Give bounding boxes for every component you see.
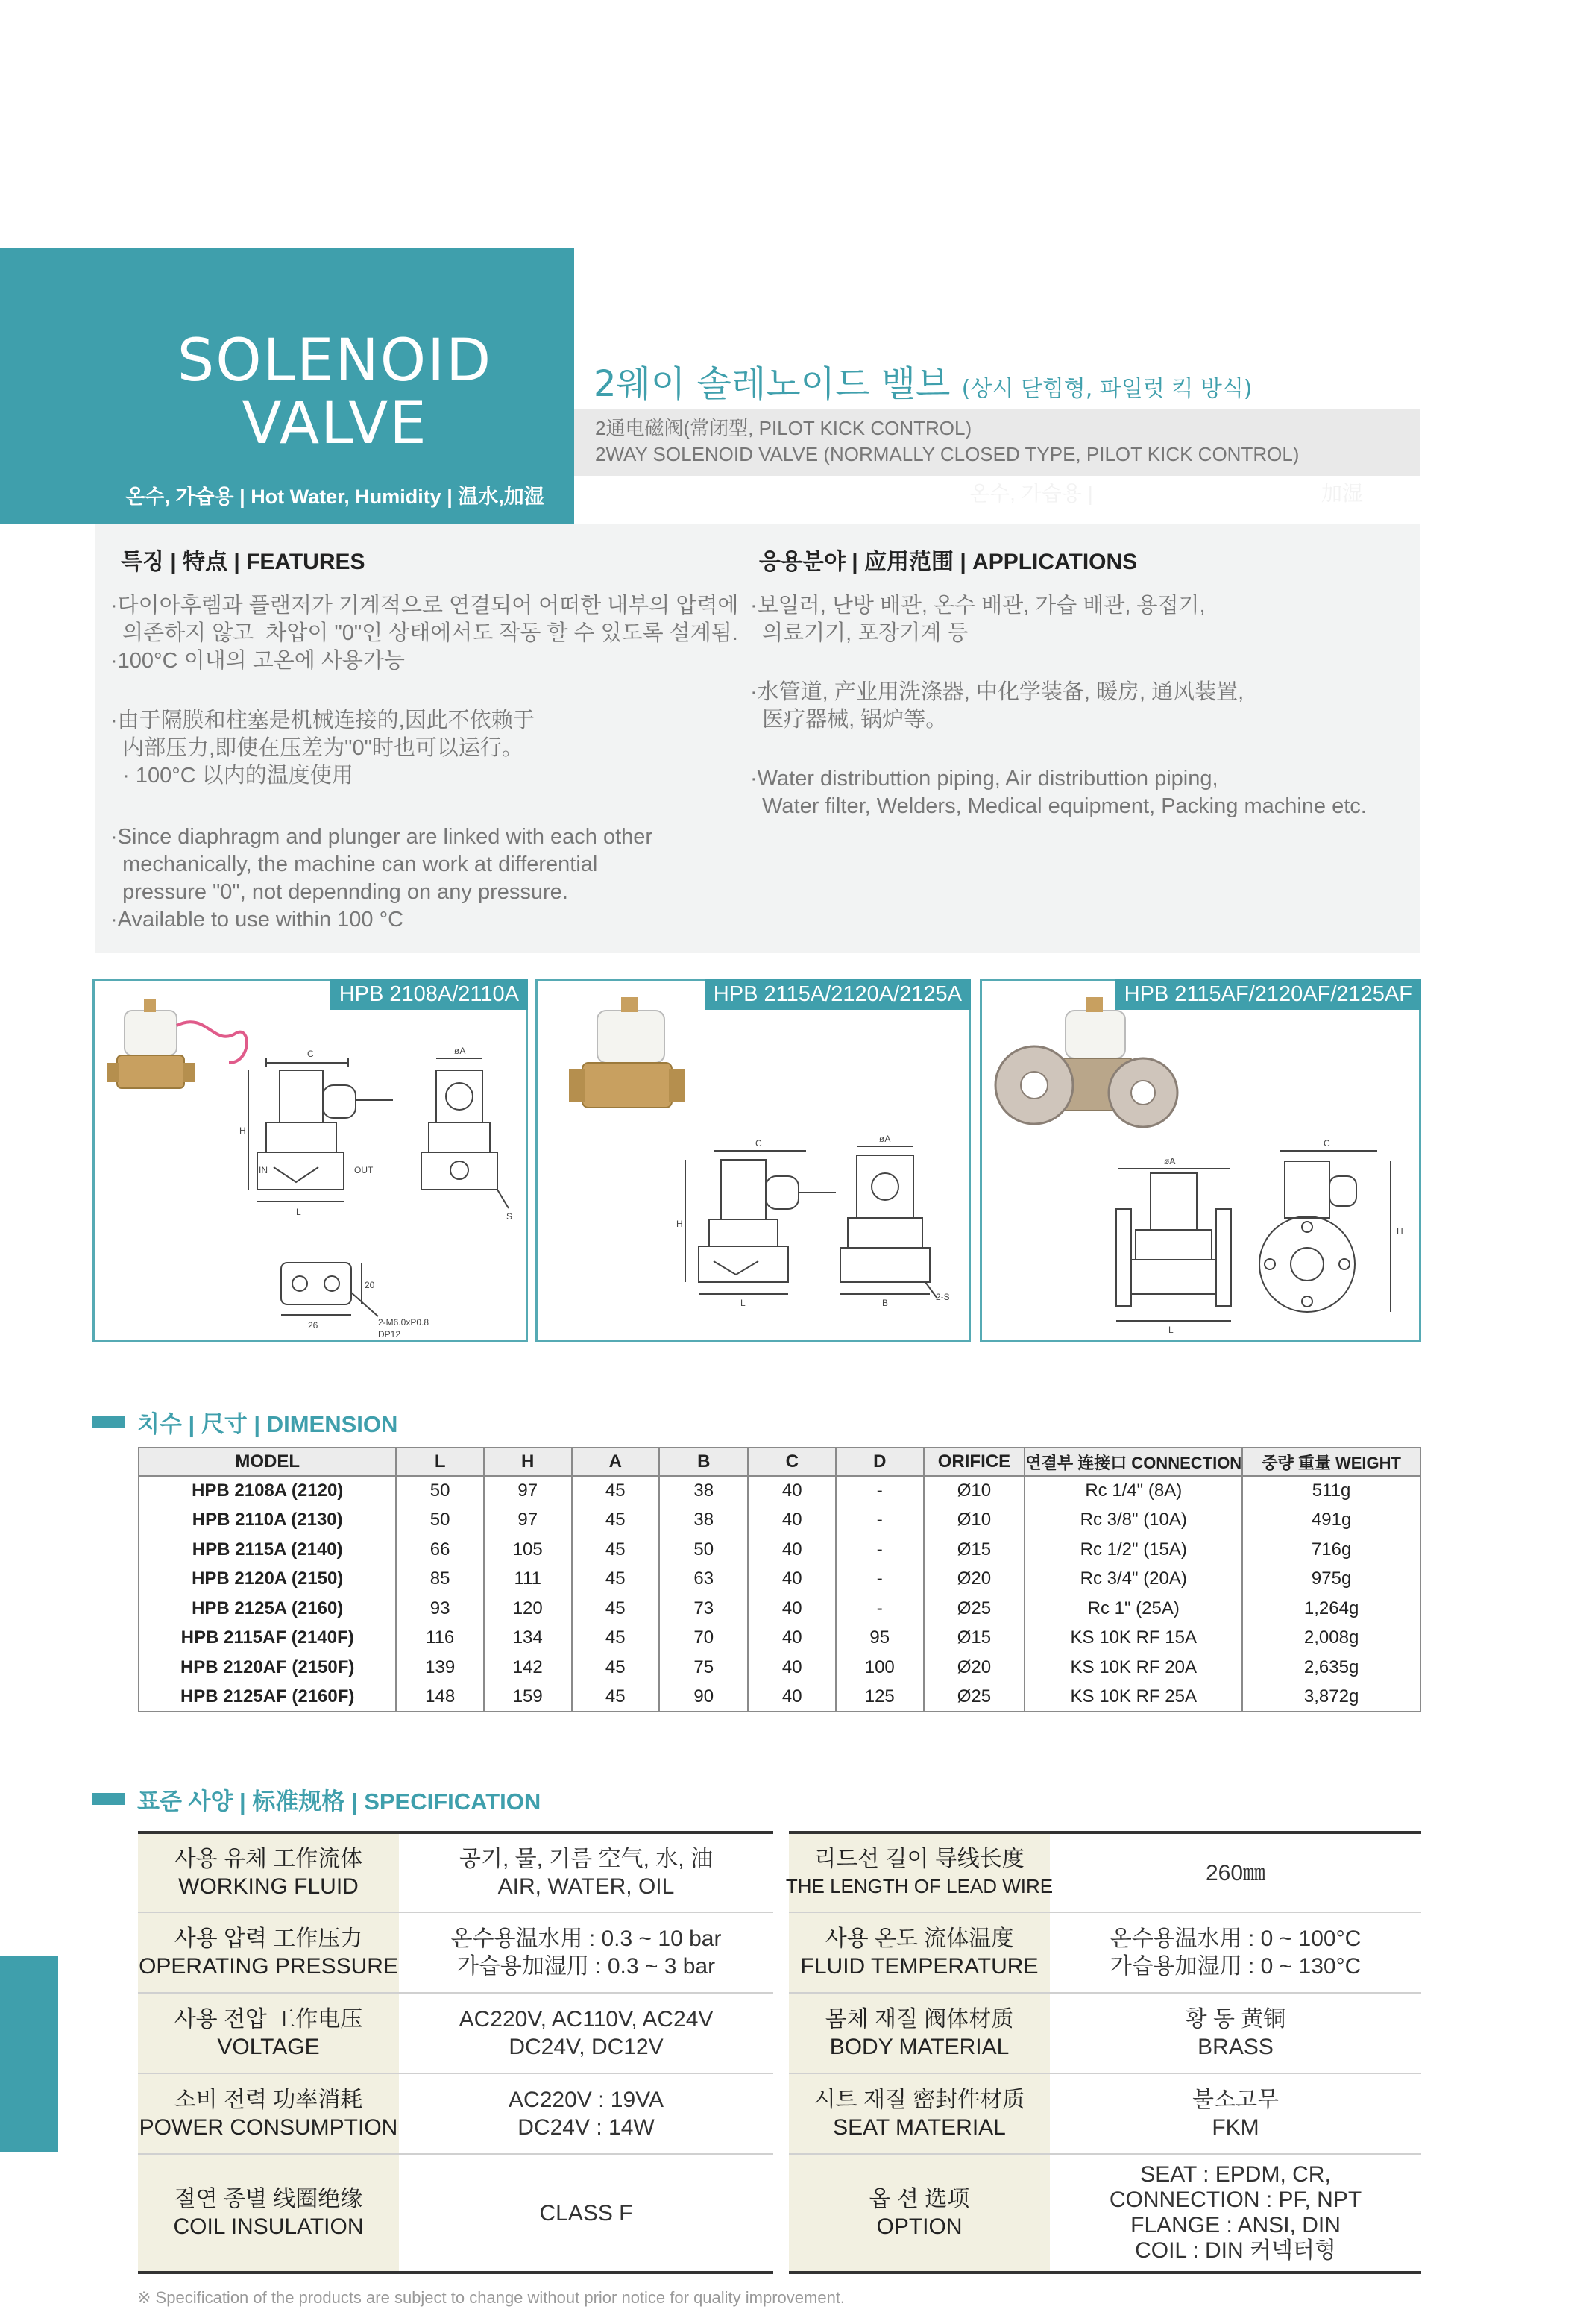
dimension-cell: 975g — [1242, 1565, 1420, 1595]
dimension-cell: 142 — [484, 1653, 572, 1683]
applications-title: 응용분야 | 应用范围 | APPLICATIONS — [759, 550, 1138, 574]
dimension-cell: 66 — [396, 1535, 484, 1565]
dimension-cell: 139 — [396, 1653, 484, 1683]
spec-value-line: SEAT : EPDM, CR, — [1140, 2162, 1331, 2187]
spec-key-en: OPTION — [876, 2214, 963, 2239]
dimension-cell: 159 — [484, 1683, 572, 1712]
col-d: D — [836, 1448, 924, 1476]
spec-value-line: 가습용加湿用 : 0 ~ 130°C — [1110, 1954, 1362, 1979]
dimension-row — [139, 1565, 1420, 1595]
spec-key — [138, 1913, 399, 1992]
spec-table-left — [138, 1831, 773, 2274]
col-model: MODEL — [139, 1448, 396, 1476]
product-tag: HPB 2108A/2110A — [330, 979, 528, 1010]
spec-key — [789, 1994, 1050, 2073]
heading-bar — [92, 1416, 125, 1428]
spec-row — [785, 1834, 1421, 1913]
spec-row — [138, 1834, 773, 1913]
drawing-label-depth: DP12 — [378, 1329, 401, 1340]
col-l: L — [396, 1448, 484, 1476]
dimension-cell: 73 — [659, 1594, 748, 1624]
product-heading — [594, 355, 1253, 406]
dimension-row — [139, 1506, 1420, 1536]
spec-value — [399, 1994, 773, 2073]
subtitle-box — [574, 409, 1420, 476]
features-panel — [95, 524, 1420, 953]
spec-key — [138, 1994, 399, 2073]
dimension-cell: - — [836, 1594, 924, 1624]
product-image-2108a — [95, 981, 526, 1340]
drawing-label-a: øA — [1164, 1156, 1176, 1166]
dimension-cell: 120 — [484, 1594, 572, 1624]
drawing-label-h: H — [239, 1125, 246, 1136]
spec-key-en: COIL INSULATION — [173, 2214, 364, 2239]
drawing-label-c: C — [1324, 1138, 1330, 1149]
spec-value-line: 온수용温水用 : 0 ~ 100°C — [1110, 1926, 1362, 1951]
product-usage: 온수, 가습용 | Hot Water, Humidity | 温水,加湿 — [125, 486, 544, 508]
spec-row — [789, 1913, 1421, 1994]
dimension-cell: 716g — [1242, 1535, 1420, 1565]
spec-key-kr: 절연 종별 线圈绝缘 — [174, 2187, 363, 2211]
spec-value — [1050, 2074, 1421, 2153]
spec-value-line: COIL : DIN 커넥터형 — [1135, 2238, 1336, 2263]
dimension-cell: 40 — [748, 1594, 836, 1624]
dimension-row — [139, 1653, 1420, 1683]
spec-key-kr: 시트 재질 密封件材质 — [813, 2088, 1025, 2112]
dimension-cell: 511g — [1242, 1476, 1420, 1506]
spec-key-kr: 옵 션 选项 — [869, 2187, 970, 2211]
model-cell: HPB 2125AF (2160F) — [139, 1683, 396, 1712]
dimension-cell: 2,635g — [1242, 1653, 1420, 1683]
drawing-label-h: H — [676, 1219, 683, 1229]
drawing-label-thread: 2-M6.0xP0.8 — [378, 1317, 429, 1328]
drawing-label-26: 26 — [308, 1320, 318, 1331]
applications-cn: ·水管道, 产业用洗涤器, 中化学装备, 暖房, 通风装置, 医疗器械, 锅炉等。 — [750, 680, 1244, 732]
product-box-2115a — [535, 979, 971, 1342]
spec-value-line: AIR, WATER, OIL — [497, 1874, 675, 1899]
model-cell: HPB 2125A (2160) — [139, 1594, 396, 1624]
drawing-label-l: L — [1168, 1325, 1174, 1335]
dimension-cell: 148 — [396, 1683, 484, 1712]
ghost-text-left: 온수, 가습용 | — [969, 482, 1093, 505]
spec-key — [785, 1834, 1054, 1912]
spec-key-en: THE LENGTH OF LEAD WIRE — [785, 1875, 1054, 1897]
specification-title: 표준 사양 | 标准规格 | SPECIFICATION — [137, 1788, 541, 1815]
dimension-cell: Ø25 — [924, 1683, 1025, 1712]
dimension-cell: 38 — [659, 1476, 748, 1506]
drawing-label-20: 20 — [365, 1280, 375, 1290]
dimension-cell: 40 — [748, 1653, 836, 1683]
spec-key-en: WORKING FLUID — [178, 1874, 359, 1899]
heading-bar — [92, 1793, 125, 1805]
spec-value-line: AC220V, AC110V, AC24V — [459, 2007, 714, 2032]
spec-value — [1050, 2155, 1421, 2271]
dimension-heading — [92, 1407, 397, 1436]
dimension-cell: 134 — [484, 1624, 572, 1654]
product-image-2115a — [538, 981, 969, 1340]
dimension-cell: Rc 1" (25A) — [1025, 1594, 1242, 1624]
product-title — [95, 327, 574, 457]
spec-key-kr: 리드선 길이 导线长度 — [814, 1847, 1025, 1871]
model-cell: HPB 2120A (2150) — [139, 1565, 396, 1595]
dimension-cell: 111 — [484, 1565, 572, 1595]
dimension-cell: Rc 1/4" (8A) — [1025, 1476, 1242, 1506]
dimension-cell: KS 10K RF 25A — [1025, 1683, 1242, 1712]
spec-key — [789, 2074, 1050, 2153]
dimension-cell: - — [836, 1476, 924, 1506]
dimension-row — [139, 1594, 1420, 1624]
dimension-cell: Rc 3/8" (10A) — [1025, 1506, 1242, 1536]
spec-key-kr: 사용 압력 工作压力 — [174, 1926, 363, 1951]
product-image-2115af — [982, 981, 1419, 1340]
dimension-cell: 95 — [836, 1624, 924, 1654]
drawing-label-in: IN — [259, 1165, 268, 1175]
dimension-cell: 40 — [748, 1565, 836, 1595]
dimension-cell: 97 — [484, 1476, 572, 1506]
spec-value — [399, 1913, 773, 1992]
applications-en: ·Water distributtion piping, Air distributtion piping, Water filter, Welders, Medical equipment, Packing machine etc. — [750, 767, 1367, 818]
spec-key-en: POWER CONSUMPTION — [139, 2115, 398, 2140]
drawing-label-c: C — [755, 1138, 762, 1149]
dimension-cell: 40 — [748, 1476, 836, 1506]
subtitle-en: 2WAY SOLENOID VALVE (NORMALLY CLOSED TYPE, PILOT KICK CONTROL) — [595, 443, 1300, 465]
dimension-header-row — [139, 1448, 1420, 1476]
dimension-cell: Ø20 — [924, 1653, 1025, 1683]
dimension-cell: - — [836, 1535, 924, 1565]
spec-value-line: FLANGE : ANSI, DIN — [1130, 2213, 1341, 2237]
spec-value-line: BRASS — [1198, 2035, 1274, 2059]
features-title: 특징 | 特点 | FEATURES — [121, 550, 365, 574]
col-c: C — [748, 1448, 836, 1476]
subtitle-cn: 2通电磁阀(常闭型, PILOT KICK CONTROL) — [595, 417, 972, 439]
spec-value-line: FKM — [1212, 2115, 1259, 2140]
model-cell: HPB 2115A (2140) — [139, 1535, 396, 1565]
dimension-cell: Ø15 — [924, 1535, 1025, 1565]
spec-value — [399, 2074, 773, 2153]
title-accent-block — [0, 248, 95, 524]
dimension-cell: KS 10K RF 20A — [1025, 1653, 1242, 1683]
dimension-row — [139, 1535, 1420, 1565]
spec-key-en: SEAT MATERIAL — [833, 2115, 1006, 2140]
spec-value-line: CLASS F — [539, 2200, 633, 2226]
dimension-cell: 93 — [396, 1594, 484, 1624]
dimension-cell: Ø15 — [924, 1624, 1025, 1654]
dimension-cell: 100 — [836, 1653, 924, 1683]
product-heading-sub: (상시 닫힘형, 파일럿 킥 방식) — [961, 376, 1253, 402]
product-title-line2: VALVE — [242, 390, 428, 457]
spec-value-line: 가습용加湿用 : 0.3 ~ 3 bar — [456, 1954, 716, 1979]
spec-key-kr: 몸체 재질 阀体材质 — [825, 2007, 1014, 2032]
dimension-cell: Ø10 — [924, 1506, 1025, 1536]
dimension-title: 치수 | 尺寸 | DIMENSION — [137, 1410, 398, 1437]
spec-key-en: BODY MATERIAL — [829, 2035, 1010, 2059]
spec-table-right — [785, 1831, 1421, 2274]
ghost-text-right: 加湿 — [1321, 482, 1364, 505]
drawing-label-l: L — [296, 1207, 301, 1217]
spec-value-line: CONNECTION : PF, NPT — [1109, 2188, 1362, 2212]
spec-value — [1050, 1913, 1421, 1992]
dimension-cell: 40 — [748, 1624, 836, 1654]
product-box-2115af — [980, 979, 1421, 1342]
dimension-cell: 40 — [748, 1683, 836, 1712]
drawing-label-a: øA — [454, 1046, 466, 1056]
spec-value-line: 공기, 물, 기름 空气, 水, 油 — [459, 1847, 713, 1871]
features-cn: ·由于隔膜和柱塞是机械连接的,因此不依赖于 内部压力,即使在压差为"0"时也可以运行。 · 100°C 以内的温度使用 — [110, 709, 535, 788]
drawing-label-h: H — [1397, 1226, 1403, 1237]
dimension-cell: 45 — [572, 1476, 660, 1506]
drawing-label-2s: 2-S — [936, 1292, 950, 1302]
spec-row — [138, 2155, 773, 2271]
dimension-cell: Ø20 — [924, 1565, 1025, 1595]
col-h: H — [484, 1448, 572, 1476]
footnote: ※ Specification of the products are subject to change without prior notice for quality improvement. — [137, 2288, 846, 2307]
dimension-cell: Rc 3/4" (20A) — [1025, 1565, 1242, 1595]
side-accent-bar — [0, 1956, 58, 2152]
dimension-cell: 97 — [484, 1506, 572, 1536]
spec-value-line: 황 동 黄铜 — [1185, 2007, 1286, 2032]
model-cell: HPB 2115AF (2140F) — [139, 1624, 396, 1654]
specification-heading — [92, 1784, 541, 1814]
spec-value-line: DC24V, DC12V — [509, 2035, 664, 2059]
dimension-cell: 38 — [659, 1506, 748, 1536]
spec-row — [138, 1994, 773, 2074]
dimension-cell: 491g — [1242, 1506, 1420, 1536]
dimension-cell: 1,264g — [1242, 1594, 1420, 1624]
spec-value-line: 온수용温水用 : 0.3 ~ 10 bar — [450, 1926, 722, 1951]
dimension-cell: 116 — [396, 1624, 484, 1654]
drawing-label-a: øA — [879, 1134, 891, 1144]
spec-value — [1050, 1994, 1421, 2073]
dimension-cell: 40 — [748, 1535, 836, 1565]
spec-row — [138, 1913, 773, 1994]
spec-value-line: AC220V : 19VA — [509, 2088, 664, 2112]
spec-row — [789, 2155, 1421, 2271]
drawing-label-out: OUT — [354, 1165, 374, 1175]
dimension-cell: 125 — [836, 1683, 924, 1712]
dimension-cell: 40 — [748, 1506, 836, 1536]
dimension-cell: - — [836, 1506, 924, 1536]
dimension-cell: Ø25 — [924, 1594, 1025, 1624]
dimension-cell: 45 — [572, 1506, 660, 1536]
dimension-cell: 2,008g — [1242, 1624, 1420, 1654]
dimension-row — [139, 1624, 1420, 1654]
spec-row — [138, 2074, 773, 2155]
dimension-cell: 50 — [396, 1506, 484, 1536]
drawing-label-c: C — [307, 1049, 314, 1059]
model-cell: HPB 2110A (2130) — [139, 1506, 396, 1536]
applications-kr: ·보일러, 난방 배관, 온수 배관, 가습 배관, 용접기, 의료기기, 포장기계 등 — [750, 594, 1206, 645]
spec-value-line: DC24V : 14W — [517, 2115, 655, 2140]
dimension-cell: Ø10 — [924, 1476, 1025, 1506]
drawing-label-s: S — [506, 1211, 513, 1222]
title-block — [95, 248, 574, 524]
spec-value — [1050, 1834, 1421, 1912]
col-a: A — [572, 1448, 660, 1476]
model-cell: HPB 2108A (2120) — [139, 1476, 396, 1506]
drawing-label-b: B — [882, 1298, 889, 1308]
features-kr: ·다이아후렘과 플랜저가 기계적으로 연결되어 어떠한 내부의 압력에 의존하지 않고 차압이 "0"인 상태에서도 작동 할 수 있도록 설계됨. ·100°C 이내의 고온에 사용가능 — [110, 594, 739, 673]
dimension-cell: Rc 1/2" (15A) — [1025, 1535, 1242, 1565]
dimension-cell: 45 — [572, 1683, 660, 1712]
features-en: ·Since diaphragm and plunger are linked with each other mechanically, the machine can work at differential pressure "0", not depennding on any pressure. ·Available to use within 100 °C — [110, 825, 653, 932]
product-title-line1: SOLENOID — [177, 327, 493, 395]
spec-value — [399, 2155, 773, 2271]
spec-value-line: 불소고무 — [1192, 2088, 1279, 2112]
dimension-cell: 45 — [572, 1594, 660, 1624]
dimension-cell: 90 — [659, 1683, 748, 1712]
dimension-cell: 45 — [572, 1535, 660, 1565]
spec-key — [789, 1913, 1050, 1992]
col-b: B — [659, 1448, 748, 1476]
product-heading-main: 2웨이 솔레노이드 밸브 — [594, 363, 951, 405]
dimension-row — [139, 1683, 1420, 1712]
spec-key-en: FLUID TEMPERATURE — [800, 1954, 1039, 1979]
col-connection: 연결부 连接口 CONNECTION — [1025, 1448, 1242, 1476]
dimension-cell: 45 — [572, 1565, 660, 1595]
product-tag: HPB 2115A/2120A/2125A — [705, 979, 971, 1010]
spec-key — [138, 2155, 399, 2271]
spec-value — [399, 1834, 773, 1912]
dimension-cell: 105 — [484, 1535, 572, 1565]
dimension-cell: 63 — [659, 1565, 748, 1595]
spec-value-line: 260㎜ — [1205, 1860, 1266, 1885]
col-weight: 중량 重量 WEIGHT — [1242, 1448, 1420, 1476]
dimension-cell: - — [836, 1565, 924, 1595]
product-tag: HPB 2115AF/2120AF/2125AF — [1115, 979, 1421, 1010]
dimension-cell: 45 — [572, 1653, 660, 1683]
dimension-cell: 70 — [659, 1624, 748, 1654]
col-orifice: ORIFICE — [924, 1448, 1025, 1476]
spec-key-kr: 사용 전압 工作电压 — [174, 2007, 363, 2032]
product-box-2108a — [92, 979, 528, 1342]
spec-key-kr: 소비 전력 功率消耗 — [174, 2088, 363, 2112]
dimension-cell: 50 — [396, 1476, 484, 1506]
dimension-cell: 3,872g — [1242, 1683, 1420, 1712]
dimension-cell: 50 — [659, 1535, 748, 1565]
spec-key-en: OPERATING PRESSURE — [139, 1954, 398, 1979]
dimension-cell: 75 — [659, 1653, 748, 1683]
spec-row — [789, 2074, 1421, 2155]
spec-key-kr: 사용 온도 流体温度 — [825, 1926, 1014, 1951]
dimension-cell: 85 — [396, 1565, 484, 1595]
dimension-table — [138, 1447, 1421, 1712]
dimension-cell: 45 — [572, 1624, 660, 1654]
dimension-cell: KS 10K RF 15A — [1025, 1624, 1242, 1654]
spec-key — [789, 2155, 1050, 2271]
spec-key-en: VOLTAGE — [217, 2035, 320, 2059]
spec-key — [138, 2074, 399, 2153]
spec-row — [789, 1994, 1421, 2074]
dimension-row — [139, 1476, 1420, 1506]
drawing-label-l: L — [740, 1298, 746, 1308]
model-cell: HPB 2120AF (2150F) — [139, 1653, 396, 1683]
spec-key-kr: 사용 유체 工作流体 — [174, 1847, 363, 1871]
spec-key — [138, 1834, 399, 1912]
